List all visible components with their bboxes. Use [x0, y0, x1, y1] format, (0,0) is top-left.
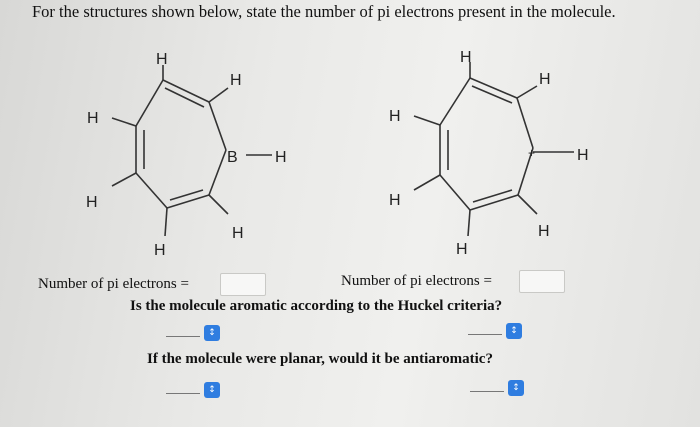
right-atom-h-lower-left: H	[389, 192, 401, 209]
aromatic-select-left-value	[166, 336, 200, 337]
left-atom-b: B	[227, 149, 238, 166]
updown-chevron-icon[interactable]: ↕	[506, 323, 522, 339]
antiaromatic-select-right-value	[470, 391, 504, 392]
right-atom-h-top: H	[460, 49, 472, 66]
antiaromatic-select-left[interactable]	[166, 380, 226, 398]
left-atom-h-upper-left: H	[87, 110, 99, 127]
aromatic-select-right[interactable]	[468, 321, 528, 339]
pi-electrons-label-right: Number of pi electrons =	[341, 273, 492, 289]
left-atom-h-top: H	[156, 51, 168, 68]
question-header: For the structures shown below, state the number of pi electrons present in the molecule.	[32, 2, 616, 21]
right-charge-plus: +	[528, 146, 536, 160]
right-atom-h-lower-right: H	[538, 223, 550, 240]
antiaromatic-select-right[interactable]	[470, 378, 530, 396]
aromatic-question: Is the molecule aromatic according to the Huckel criteria?	[130, 298, 503, 314]
antiaromatic-select-left-value	[166, 393, 200, 394]
right-atom-h-right: H	[577, 147, 589, 164]
antiaromatic-question: If the molecule were planar, would it be antiaromatic?	[147, 351, 493, 367]
left-atom-h-on-boron: H	[275, 149, 287, 166]
updown-chevron-icon[interactable]: ↕	[508, 380, 524, 396]
right-atom-h-bottom: H	[456, 241, 468, 258]
left-atom-h-upper-right: H	[230, 72, 242, 89]
pi-electrons-input-right[interactable]	[519, 270, 565, 293]
right-atom-h-upper-left: H	[389, 108, 401, 125]
aromatic-select-right-value	[468, 334, 502, 335]
aromatic-select-left[interactable]	[166, 323, 226, 341]
left-atom-h-lower-left: H	[86, 194, 98, 211]
left-atom-h-lower-right: H	[232, 225, 244, 242]
pi-electrons-label-left: Number of pi electrons =	[38, 276, 189, 292]
left-atom-h-bottom: H	[154, 242, 166, 259]
updown-chevron-icon[interactable]: ↕	[204, 382, 220, 398]
updown-chevron-icon[interactable]: ↕	[204, 325, 220, 341]
pi-electrons-input-left[interactable]	[220, 273, 266, 296]
right-atom-h-upper-right: H	[539, 71, 551, 88]
